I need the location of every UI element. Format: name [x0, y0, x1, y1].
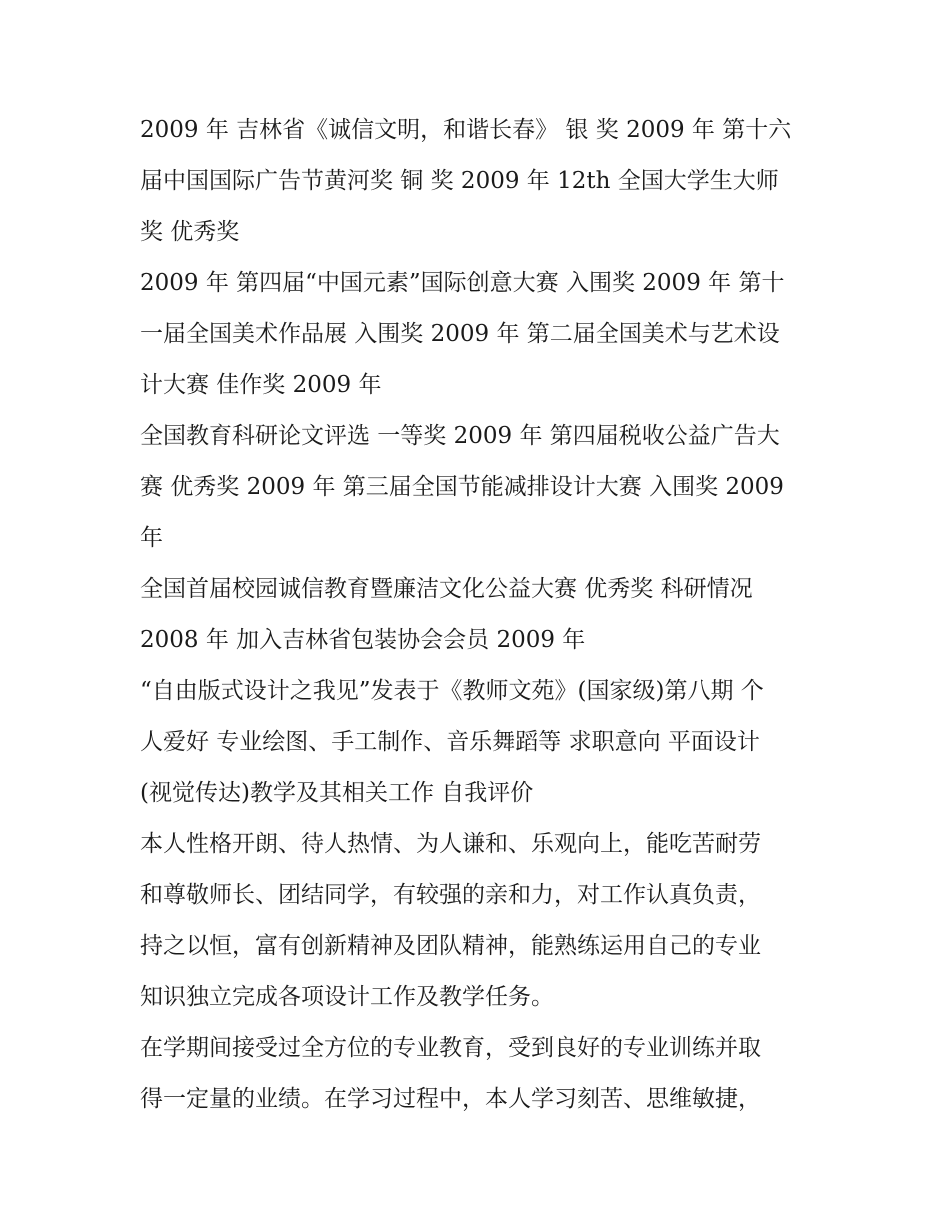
- text-line: 2008 年 加入吉林省包装协会会员 2009 年: [140, 627, 586, 653]
- paragraph-awards-2: [140, 258, 820, 411]
- text-line: 奖 优秀奖: [140, 219, 240, 245]
- text-line: “自由版式设计之我见”发表于《教师文苑》(国家级)第八期 个: [140, 678, 764, 704]
- text-line: 2009 年 第四届“中国元素”国际创意大赛 入围奖 2009 年 第十: [140, 270, 785, 296]
- text-line: 年: [140, 525, 163, 551]
- text-line: 本人性格开朗、待人热情、为人谦和、乐观向上，能吃苦耐劳: [140, 831, 761, 857]
- paragraph-self-evaluation: [140, 819, 820, 1023]
- text-line: 赛 优秀奖 2009 年 第三届全国节能减排设计大赛 入围奖 2009: [140, 474, 784, 500]
- text-line: 一届全国美术作品展 入围奖 2009 年 第二届全国美术与艺术设: [140, 321, 780, 347]
- text-line: 计大赛 佳作奖 2009 年: [140, 372, 382, 398]
- text-line: 和尊敬师长、团结同学，有较强的亲和力，对工作认真负责，: [140, 882, 761, 908]
- text-line: 届中国国际广告节黄河奖 铜 奖 2009 年 12th 全国大学生大师: [140, 168, 779, 194]
- paragraph-education: [140, 1023, 820, 1125]
- paragraph-awards-3: [140, 411, 820, 564]
- text-line: 全国教育科研论文评选 一等奖 2009 年 第四届税收公益广告大: [140, 423, 780, 449]
- text-line: 人爱好 专业绘图、手工制作、音乐舞蹈等 求职意向 平面设计: [140, 729, 760, 755]
- text-line: 全国首届校园诚信教育暨廉洁文化公益大赛 优秀奖 科研情况: [140, 576, 753, 602]
- text-line: 2009 年 吉林省《诚信文明，和谐长春》 银 奖 2009 年 第十六: [140, 117, 792, 143]
- text-line: 知识独立完成各项设计工作及教学任务。: [140, 984, 554, 1010]
- paragraph-awards-1: [140, 105, 820, 258]
- paragraph-publication-hobbies: [140, 666, 820, 819]
- text-line: 在学期间接受过全方位的专业教育，受到良好的专业训练并取: [140, 1035, 761, 1061]
- document-body: [140, 105, 820, 1125]
- text-line: (视觉传达)教学及其相关工作 自我评价: [140, 780, 534, 806]
- paragraph-research: [140, 564, 820, 666]
- text-line: 得一定量的业绩。在学习过程中，本人学习刻苦、思维敏捷，: [140, 1086, 761, 1112]
- text-line: 持之以恒，富有创新精神及团队精神，能熟练运用自己的专业: [140, 933, 761, 959]
